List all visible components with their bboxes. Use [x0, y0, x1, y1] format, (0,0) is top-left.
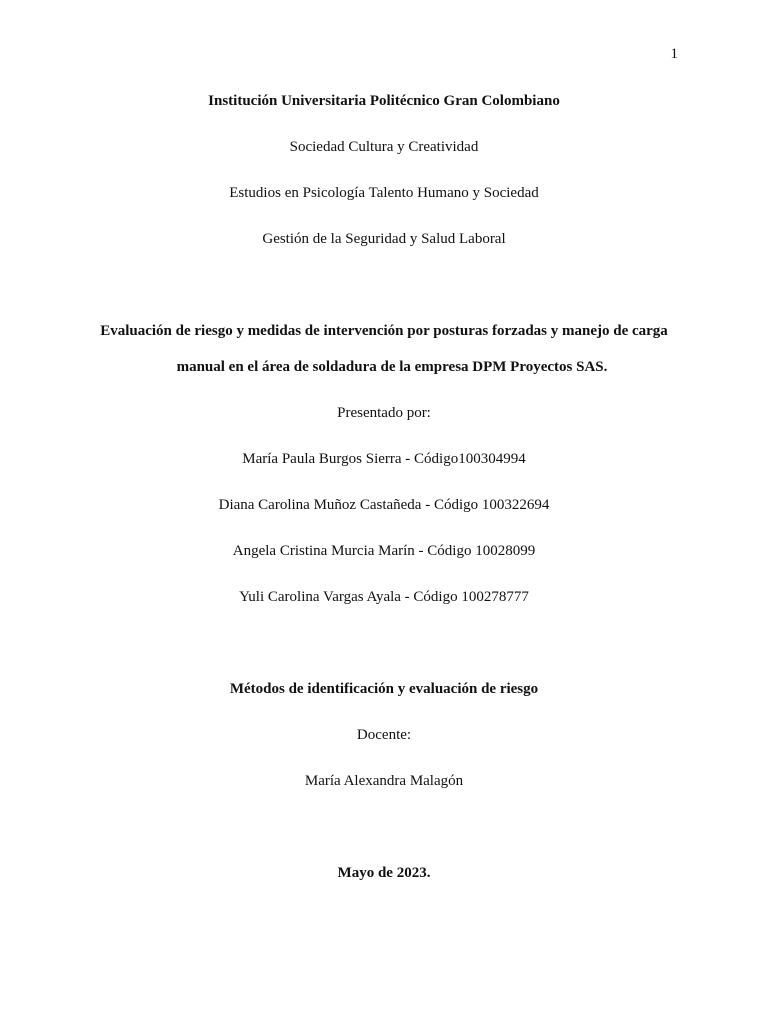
presented-by-label: Presentado por:: [337, 405, 431, 421]
author-2: Diana Carolina Muñoz Castañeda - Código 100322694: [218, 497, 550, 513]
page-number: 1: [670, 46, 678, 62]
author-4: Yuli Carolina Vargas Ayala - Código 100278777: [239, 589, 529, 605]
document-date: Mayo de 2023.: [337, 865, 431, 881]
teacher-label: Docente:: [356, 727, 412, 743]
course-name: Gestión de la Seguridad y Salud Laboral: [262, 231, 506, 247]
author-3: Angela Cristina Murcia Marín - Código 10028099: [232, 543, 536, 559]
author-1: María Paula Burgos Sierra - Código100304994: [242, 451, 526, 467]
document-title-line-1: Evaluación de riesgo y medidas de intervención por posturas forzadas y manejo de carga: [100, 323, 668, 339]
teacher-name: María Alexandra Malagón: [304, 773, 464, 789]
faculty-name: Sociedad Cultura y Creatividad: [289, 139, 479, 155]
institution-name: Institución Universitaria Politécnico Gran Colombiano: [208, 93, 560, 109]
document-title-line-2: manual en el área de soldadura de la empresa DPM Proyectos SAS.: [176, 359, 608, 375]
subject-name: Métodos de identificación y evaluación de riesgo: [229, 681, 539, 697]
program-name: Estudios en Psicología Talento Humano y Sociedad: [229, 185, 539, 201]
